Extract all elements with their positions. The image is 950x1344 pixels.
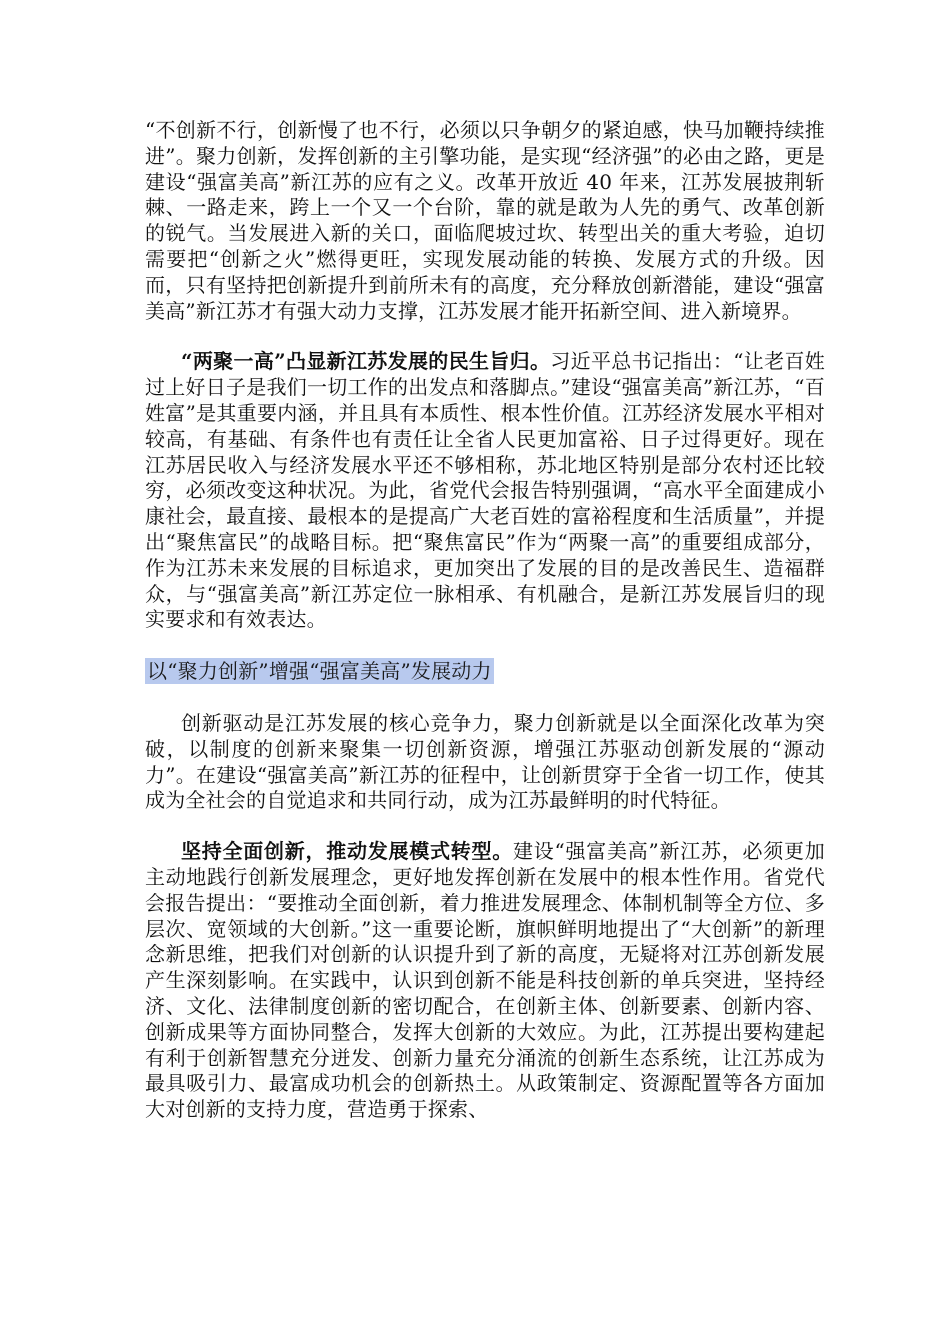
paragraph-innovation-driven: 创新驱动是江苏发展的核心竞争力，聚力创新就是以全面深化改革为突破，以制度的创新来聚集一切创新资源，增强江苏驱动创新发展的“源动力”。在建设“强富美高”新江苏的征程中，让创新贯穿于全省一切工作，使其成为全社会的自觉追求和共同行动，成为江苏最鲜明的时代特征。 (145, 710, 825, 813)
section-heading-highlighted[interactable]: 以“聚力创新”增强“强富美高”发展动力 (147, 659, 492, 684)
document-page (145, 118, 825, 1123)
paragraph-lead-comprehensive-innovation: 坚持全面创新，推动发展模式转型。 (181, 839, 514, 864)
paragraph-innovation-urgency: “不创新不行，创新慢了也不行，必须以只争朝夕的紧迫感，快马加鞭持续推进”。聚力创新，发挥创新的主引擎功能，是实现“经济强”的必由之路，更是建设“强富美高”新江苏的应有之义。改革开放近 40 年来，江苏发展披荆斩棘、一路走来，跨上一个又一个台阶，靠的就是敢为人先的勇气、改革创新的锐气。当发展进入新的关口，面临爬坡过坎、转型出关的重大考验，迫切需要把“创新之火”燃得更旺，实现发展动能的转换、发展方式的升级。因而，只有坚持把创新提升到前所未有的高度，充分释放创新潜能，建设“强富美高”新江苏才有强大动力支撑，江苏发展才能开拓新空间、进入新境界。 (145, 118, 825, 323)
paragraph-lead-livelihood: “两聚一高”凸显新江苏发展的民生旨归。 (181, 349, 551, 374)
section-heading-wrapper (145, 658, 825, 685)
paragraph-body-comprehensive-innovation: 建设“强富美高”新江苏，必须更加主动地践行创新发展理念，更好地发挥创新在发展中的根本性作用。省党代会报告提出：“要推动全面创新，着力推进发展理念、体制机制等全方位、多层次、宽领域的大创新。”这一重要论断，旗帜鲜明地提出了“大创新”的新理念新思维，把我们对创新的认识提升到了新的高度，无疑将对江苏创新发展产生深刻影响。在实践中，认识到创新不能是科技创新的单兵突进，坚持经济、文化、法律制度创新的密切配合，在创新主体、创新要素、创新内容、创新成果等方面协同整合，发挥大创新的大效应。为此，江苏提出要构建起有利于创新智慧充分迸发、创新力量充分涌流的创新生态系统，让江苏成为最具吸引力、最富成功机会的创新热土。从政策制定、资源配置等各方面加大对创新的支持力度，营造勇于探索、 (145, 839, 825, 1122)
paragraph-body-livelihood: 习近平总书记指出：“让老百姓过上好日子是我们一切工作的出发点和落脚点。”建设“强富美高”新江苏，“百姓富”是其重要内涵，并且具有本质性、根本性价值。江苏经济发展水平相对较高，有基础、有条件也有责任让全省人民更加富裕、日子过得更好。现在江苏居民收入与经济发展水平还不够相称，苏北地区特别是部分农村还比较穷，必须改变这种状况。为此，省党代会报告特别强调，“高水平全面建成小康社会，最直接、最根本的是提高广大老百姓的富裕程度和生活质量”，并提出“聚焦富民”的战略目标。把“聚焦富民”作为“两聚一高”的重要组成部分，作为江苏未来发展的目标追求，更加突出了发展的目的是改善民生、造福群众，与“强富美高”新江苏定位一脉相承、有机融合，是新江苏发展旨归的现实要求和有效表达。 (145, 349, 825, 632)
paragraph-livelihood (145, 349, 825, 633)
paragraph-comprehensive-innovation (145, 839, 825, 1123)
